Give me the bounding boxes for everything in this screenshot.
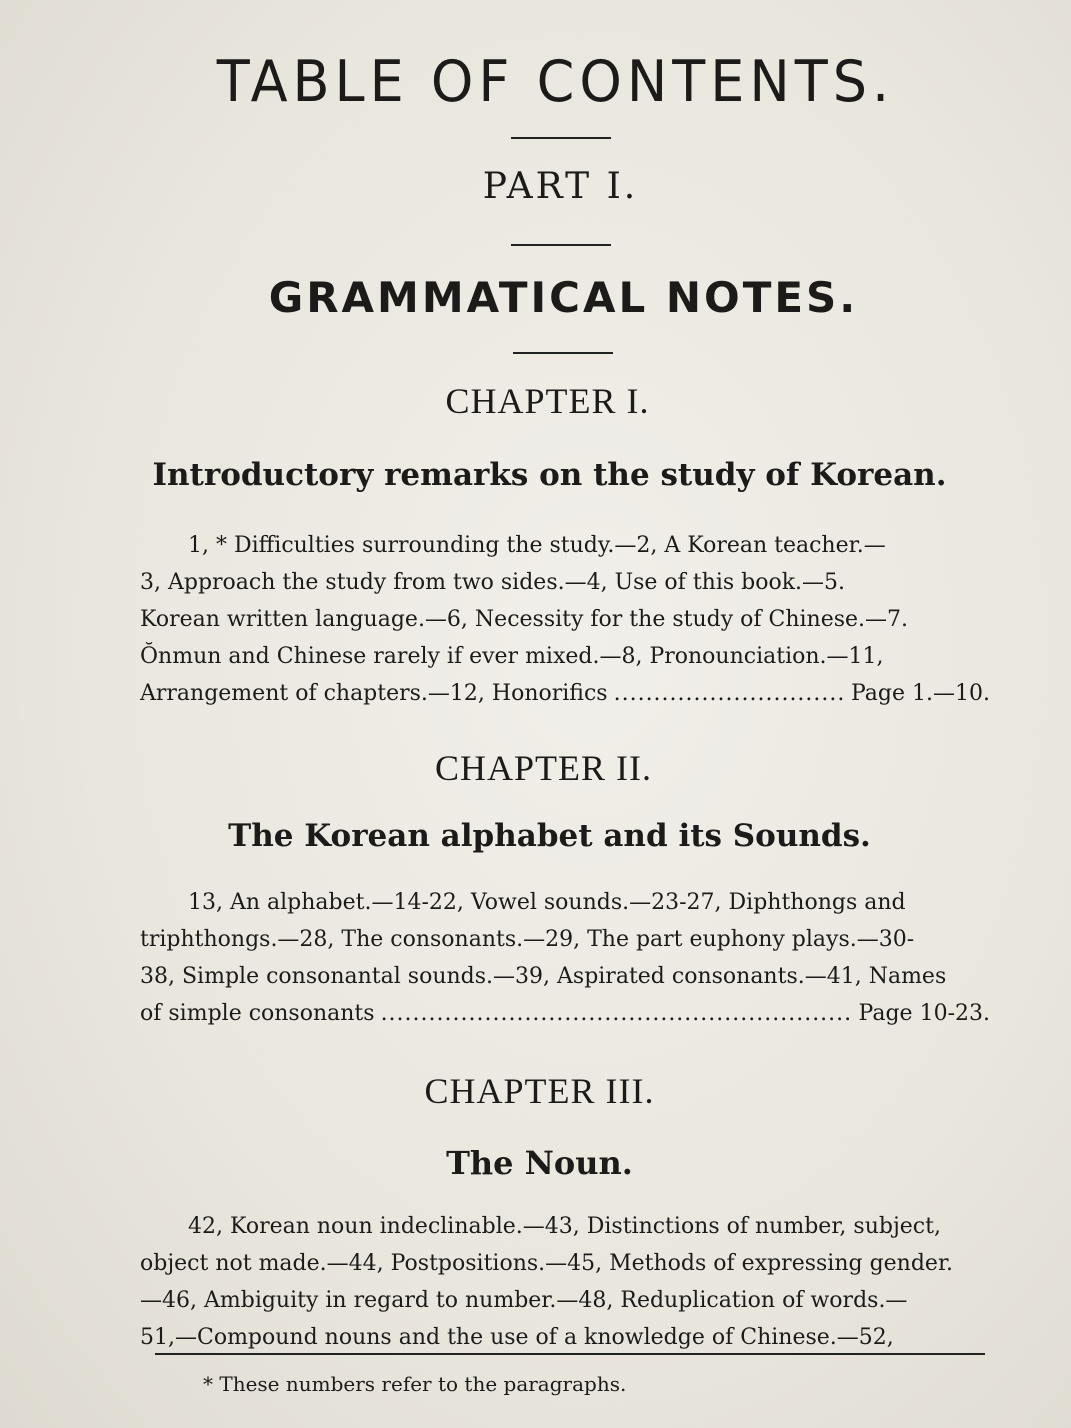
summary-line: Arrangement of chapters.—12, Honorifics ..... Page 1.—10. (140, 675, 990, 712)
page-reference: Page 10-23. (858, 1001, 990, 1026)
part-title: PART I. (482, 166, 639, 207)
summary-line: 3, Approach the study from two sides.—4, Use of this book.—5. (140, 570, 846, 595)
summary-line: object not made.—44, Postpositions.—45, Methods of expressing gender. (140, 1251, 954, 1276)
summary-line: 1, * Difficulties surrounding the study.—2, A Korean teacher.— (188, 533, 886, 558)
summary-line: Korean written language.—6, Necessity for the study of Chinese.—7. (140, 607, 909, 632)
chapter-summary (140, 527, 990, 712)
summary-line: triphthongs.—28, The consonants.—29, The part euphony plays.—30- (140, 927, 915, 952)
section-title: GRAMMATICAL NOTES. (268, 273, 859, 322)
chapter-heading: CHAPTER II. (435, 748, 652, 788)
footnote: * These numbers refer to the paragraphs. (203, 1372, 627, 1396)
page-reference: Page 1.—10. (850, 681, 990, 706)
chapter-subtitle: The Korean alphabet and its Sounds. (228, 818, 871, 854)
page-title: TABLE OF CONTENTS. (216, 48, 895, 115)
divider (513, 352, 613, 354)
summary-line: 42, Korean noun indeclinable.—43, Distinctions of number, subject, (188, 1214, 941, 1239)
chapter-heading: CHAPTER III. (424, 1071, 655, 1111)
chapter-summary (140, 884, 990, 1032)
chapter-subtitle: The Noun. (446, 1144, 633, 1182)
divider (511, 137, 611, 139)
chapter-summary (140, 1208, 990, 1356)
leader-dots (381, 995, 853, 1032)
summary-line: 38, Simple consonantal sounds.—39, Aspirated consonants.—41, Names (140, 964, 947, 989)
footnote-divider (155, 1353, 985, 1355)
leader-dots (614, 675, 845, 712)
chapter-heading: CHAPTER I. (445, 381, 650, 421)
summary-line: —46, Ambiguity in regard to number.—48, Reduplication of words.— (140, 1288, 908, 1313)
divider (511, 244, 611, 246)
chapter-subtitle: Introductory remarks on the study of Korean. (152, 457, 947, 493)
summary-line: 13, An alphabet.—14-22, Vowel sounds.—23-27, Diphthongs and (188, 890, 906, 915)
summary-line: 51,—Compound nouns and the use of a knowledge of Chinese.—52, (140, 1325, 894, 1350)
summary-line: of simple consonants ..... Page 10-23. (140, 995, 990, 1032)
summary-line: Ŏnmun and Chinese rarely if ever mixed.—8, Pronounciation.—11, (140, 644, 884, 669)
